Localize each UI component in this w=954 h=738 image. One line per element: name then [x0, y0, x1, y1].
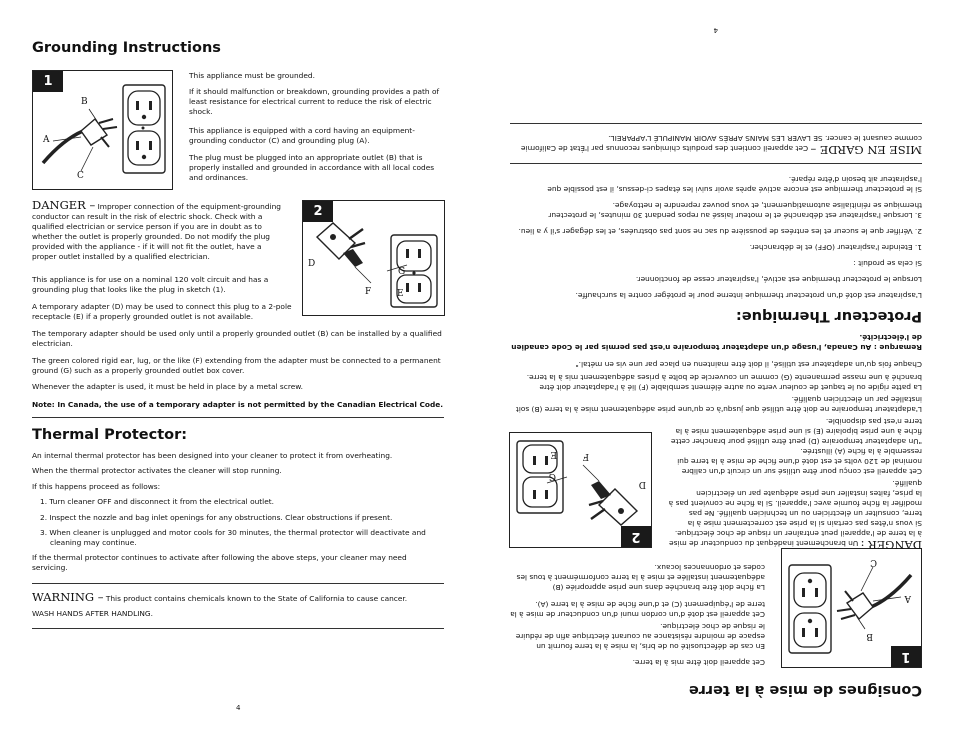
thermal-step-2: 2. Vérifier que le suceur et les entrées de poussière du sac ne sont pas obstruées, et les dégager s'il y a lieu.	[518, 227, 922, 236]
thermal-servicing: Si le protecteur thermique est encore activé après avoir suivi les étapes ci-dessus, il est possible que l'aspirateur ait besoin d'être réparé.	[547, 175, 922, 194]
plug-outlet-illustration	[33, 71, 172, 189]
plug-outlet-illustration	[782, 549, 921, 667]
label-d: D	[638, 479, 646, 489]
thermal-activates: When the thermal protector activates the cleaner will stop running.	[32, 466, 282, 475]
thermal-step-3: 3. Lorsque l'aspirateur est débranché et le moteur laissé au repos pendant 30 minutes, le protecteur thermique se réinitialise automatiquement, et vous pouvez reprendre le nettoyage.	[548, 201, 922, 220]
figure-1-plug-outlet	[781, 548, 922, 668]
text-metal-screw: Whenever the adapter is used, it must be held in place by a metal screw.	[32, 382, 303, 391]
label-c: C	[77, 171, 84, 181]
warning-label: MISE EN GARDE –	[810, 143, 922, 157]
warning-label: WARNING –	[32, 590, 104, 604]
canada-note: Note: In Canada, the use of a temporary adapter is not permitted by the Canadian Electrical Code.	[32, 400, 444, 409]
label-g: G	[548, 471, 556, 481]
text-temporary-adapter: A temporary adapter (D) may be used to connect this plug to a 2-pole receptacle (E) if a properly grounded outlet is not available.	[32, 302, 292, 321]
thermal-intro: An internal thermal protector has been designed into your cleaner to protect it from overheating.	[32, 451, 393, 460]
thermal-activates: Lorsque le protecteur thermique est activé, l'aspirateur cesse de fonctionner.	[635, 275, 922, 284]
text-metal-screw: Chaque fois qu'un adaptateur est utilisé, il doit être maintenu en place par une vis en métal."	[575, 360, 922, 369]
page-content-rotated	[510, 0, 922, 738]
text-malfunction: If it should malfunction or breakdown, grounding provides a path of least resistance for electrical current to reduce the risk of electric shock.	[189, 87, 440, 116]
text-green-ear: The green colored rigid ear, lug, or the like (F) extending from the adapter must be connected to a permanent ground (G) such as a properly grounded outlet box cover.	[32, 356, 441, 375]
adapter-illustration	[510, 433, 651, 547]
page-content	[32, 0, 444, 738]
danger-text: Un branchement inadéquat du conducteur de mise à la terre de l'appareil peut entraîner un risque de choc électrique. Si vous n'êtes pas certain si la prise est correctement mise à la terre, consulter un électricien ou un technicien qualifié. Ne pas modifier la fiche fournie avec l'appareil. Si la fiche ne convient pas à la prise, faites installer une prise adéquate par un électricien qualifié.	[668, 479, 922, 548]
text-temporary-adapter: "Un adaptateur temporaire (D) peut être utilisé pour brancher cette fiche à une prise bipolaire (E) si une prise adéquatement mise à la terre n'est pas disponible.	[670, 417, 922, 446]
text-must-be-grounded: This appliance must be grounded.	[189, 71, 315, 80]
label-e: E	[397, 289, 404, 299]
text-must-be-grounded: Cet appareil doit être mis à la terre.	[632, 658, 765, 667]
label-a: A	[43, 135, 50, 145]
thermal-servicing: If the thermal protector continues to activate after following the above steps, your cleaner may need servicing.	[32, 553, 407, 572]
text-nominal-120v: Cet appareil est conçu pour être utilisé sur un circuit d'un calibre nominal de 120 volts et est doté d'une fiche de mise à la terre qui ressemble à la fiche (A) illustrée.	[677, 447, 922, 476]
thermal-intro: L'aspirateur est doté d'un protecteur thermique interne pour le protéger contre la surchauffe.	[575, 291, 922, 300]
danger-text: Improper connection of the equipment-grounding conductor can result in the risk of electric shock. Check with a qualified electrician or service person if you are in doubt as to whether the outlet is properly grounded. Do not modify the plug provided with the appliance - if it will not fit the outlet, have a proper outlet installed by a qualified electrician.	[32, 202, 281, 261]
thermal-proceed: Si cela se produit :	[853, 259, 922, 268]
thermal-title: Thermal Protector:	[32, 427, 188, 443]
divider	[32, 628, 444, 629]
wash-hands: WASH HANDS AFTER HANDLING.	[32, 609, 154, 618]
canada-note: Remarque : Au Canada, l'usage d'un adaptateur temporaire n'est pas permis par le Code canadien de l'électricité.	[511, 333, 922, 352]
label-d: D	[308, 259, 316, 269]
label-g: G	[398, 267, 406, 277]
figure-1-badge: 1	[33, 71, 63, 92]
thermal-step-1: 1. Eteindre l'aspirateur (OFF) et le débrancher.	[749, 243, 922, 252]
thermal-step-3: 3. When cleaner is unplugged and motor cools for 30 minutes, the thermal protector will deactivate and cleaning may continue.	[40, 528, 426, 547]
text-plug-outlet: La fiche doit être branchée dans une prise appropriée (B) adéquatement installée et mise à la terre conformément à tous les codes et ordonnances locaux.	[516, 563, 765, 592]
page-number: 4	[236, 704, 241, 712]
figure-2-adapter	[302, 200, 445, 316]
label-b: B	[81, 97, 88, 107]
danger-label: DANGER :	[860, 538, 922, 552]
label-a: A	[904, 593, 911, 603]
warning-paragraph	[32, 592, 444, 604]
thermal-proceed: If this happens proceed as follows:	[32, 482, 161, 491]
text-green-ear: La patte rigide ou le taquet de couleur verte ou autre élément semblable (F) lié à l'adaptateur doit être branché à une masse permanente (G) comme un couvercle de boîte à prises adéquatement mis à la terre.	[526, 373, 922, 392]
thermal-step-2: 2. Inspect the nozzle and bag inlet openings for any obstructions. Clear obstructions if present.	[40, 513, 393, 522]
text-adapter-until: The temporary adapter should be used only until a properly grounded outlet (B) can be installed by a qualified electrician.	[32, 329, 442, 348]
warning-text: Cet appareil contient des produits chimiques reconnus par l'État de Californie comme causant le cancer. SE LAVER LES MAINS APRÈS AVOIR MANIPULÉ L'APPAREIL.	[520, 134, 922, 153]
danger-paragraph	[32, 200, 287, 262]
divider	[32, 417, 444, 418]
figure-1-badge: 1	[891, 646, 921, 667]
text-equipped-cord: This appliance is equipped with a cord having an equipment-grounding conductor (C) and grounding plug (A).	[189, 126, 415, 145]
figure-2-adapter	[509, 432, 652, 548]
label-e: E	[550, 449, 557, 459]
text-plug-outlet: The plug must be plugged into an appropriate outlet (B) that is properly installed and grounded in accordance with all local codes and ordinances.	[189, 153, 435, 182]
figure-2-badge: 2	[303, 201, 333, 222]
text-equipped-cord: Cet appareil est doté d'un cordon muni d'un conducteur de mise à la terre de l'équipement (C) et d'une fiche de mise à la terre (A).	[510, 600, 765, 619]
danger-label: DANGER –	[32, 198, 96, 212]
thermal-step-1: 1. Turn cleaner OFF and disconnect it from the electrical outlet.	[40, 497, 275, 506]
thermal-title: Protecteur Thermique:	[735, 308, 922, 324]
warning-text: This product contains chemicals known to the State of California to cause cancer.	[105, 594, 408, 603]
grounding-title: Grounding Instructions	[32, 40, 221, 56]
text-adapter-until: L'adaptateur temporaire ne doit être utilisé que jusqu'à ce qu'une prise adéquatement mise à la terre (B) soit installée par un électricien qualifié.	[515, 395, 922, 414]
label-b: B	[866, 631, 873, 641]
danger-paragraph	[667, 478, 922, 550]
label-f: F	[582, 451, 589, 461]
label-c: C	[870, 557, 877, 567]
divider	[32, 583, 444, 584]
text-nominal-120v: This appliance is for use on a nominal 120 volt circuit and has a grounding plug that looks like the plug in sketch (1).	[32, 275, 269, 294]
text-malfunction: En cas de défectuosité ou de bris, la mise à la terre fournit un espace de moindre résistance au courant électrique afin de réduire le risque de choc électrique.	[515, 622, 765, 651]
adapter-illustration	[303, 201, 444, 315]
french-grounding-title: Consignes de mise à la terre	[688, 682, 922, 698]
figure-2-badge: 2	[621, 526, 651, 547]
figure-1-plug-outlet	[32, 70, 173, 190]
divider	[510, 163, 922, 164]
label-f: F	[365, 287, 372, 297]
page-french	[477, 0, 954, 738]
warning-paragraph	[510, 133, 922, 155]
divider	[510, 123, 922, 124]
page-number: 4	[713, 26, 718, 34]
